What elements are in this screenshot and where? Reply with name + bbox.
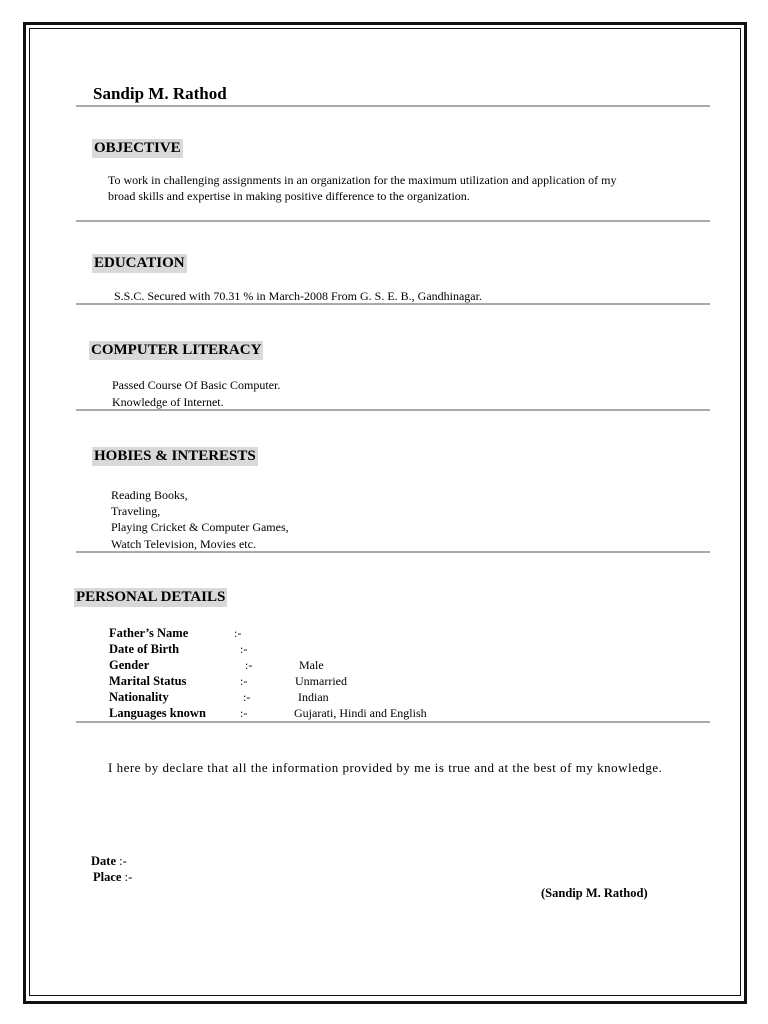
personal-detail-label: Gender [109,658,150,672]
personal-detail-value: Unmarried [295,674,347,688]
divider [76,220,710,222]
hobby-item: Traveling, [111,504,161,518]
divider [76,105,710,107]
section-heading-education: EDUCATION [94,255,185,271]
date-line [91,854,127,869]
hobby-item: Playing Cricket & Computer Games, [111,520,289,534]
section-heading-computer-literacy: COMPUTER LITERACY [91,342,262,358]
objective-line-2: broad skills and expertise in making positive difference to the organization. [108,189,470,203]
personal-detail-value: Male [299,658,324,672]
divider [76,409,710,411]
declaration-text: I here by declare that all the information provided by me is true and at the best of my knowledge. [108,760,663,775]
divider [76,551,710,553]
place-line [93,870,132,885]
date-separator: :- [119,854,127,868]
personal-detail-separator: :- [240,642,248,656]
personal-detail-separator: :- [243,690,251,704]
personal-detail-label: Languages known [109,706,206,720]
place-label: Place [93,870,122,884]
divider [76,303,710,305]
date-label: Date [91,854,116,868]
section-heading-objective: OBJECTIVE [94,140,181,156]
personal-detail-label: Father’s Name [109,626,189,640]
personal-detail-label: Nationality [109,690,169,704]
personal-detail-value: Gujarati, Hindi and English [294,706,427,720]
hobby-item: Watch Television, Movies etc. [111,537,256,551]
personal-detail-value: Indian [298,690,329,704]
candidate-name: Sandip M. Rathod [93,84,227,103]
place-separator: :- [124,870,133,884]
personal-detail-separator: :- [245,658,253,672]
hobby-item: Reading Books, [111,488,188,502]
computer-literacy-line-1: Passed Course Of Basic Computer. [112,378,281,392]
personal-detail-separator: :- [240,706,248,720]
education-line: S.S.C. Secured with 70.31 % in March-2008 From G. S. E. B., Gandhinagar. [114,289,482,303]
personal-detail-separator: :- [240,674,248,688]
divider [76,721,710,723]
section-heading-hobbies: HOBIES & INTERESTS [94,448,256,464]
personal-detail-separator: :- [234,626,242,640]
personal-detail-label: Date of Birth [109,642,180,656]
objective-line-1: To work in challenging assignments in an organization for the maximum utilization and application of my [108,173,617,187]
computer-literacy-line-2: Knowledge of Internet. [112,395,224,409]
signature-name: (Sandip M. Rathod) [541,886,648,900]
personal-detail-label: Marital Status [109,674,187,688]
section-heading-personal-details: PERSONAL DETAILS [76,589,226,605]
